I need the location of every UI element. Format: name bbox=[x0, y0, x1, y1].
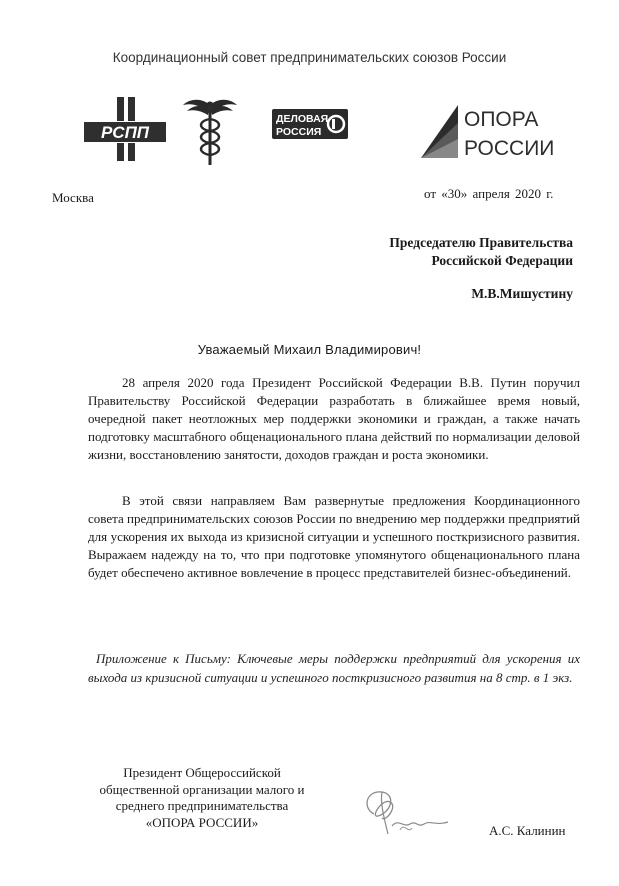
delovaya-rossiya-logo bbox=[272, 109, 348, 139]
opora-logo-line2: РОССИИ bbox=[464, 137, 555, 160]
city: Москва bbox=[52, 190, 94, 205]
opora-rossii-logo bbox=[418, 97, 578, 161]
opora-logo-line1: ОПОРА bbox=[464, 108, 539, 131]
letter-paragraph-1: 28 апреля 2020 года Президент Российской Федерации В.В. Путин поручил Правительству Российской Федерации разработать в ближайшее время новый, очередной пакет неотложных мер поддержки экономики и граждан, а также начать подготовку масштабного общенационального плана действий по нормализации деловой жизни, восстановлению занятости, доходов граждан и роста экономики. bbox=[88, 375, 580, 462]
caduceus-logo bbox=[183, 97, 237, 167]
signatory-line3: среднего предпринимательства bbox=[115, 798, 289, 813]
delovaya-logo-line2: РОССИЯ bbox=[276, 126, 322, 138]
signatory-line2: общественной организации малого и bbox=[99, 781, 305, 797]
attachment-note: Приложение к Письму: Ключевые меры поддержки предприятий для ускорения их выхода из кризисной ситуации и успешного посткризисного развития на 8 стр. в 1 экз. bbox=[88, 651, 580, 685]
addressee-name: М.В.Мишустину bbox=[471, 286, 573, 301]
rspp-logo-text: РСПП bbox=[100, 123, 150, 142]
signatory-line4: «ОПОРА РОССИИ» bbox=[145, 814, 259, 830]
greeting: Уважаемый Михаил Владимирович! bbox=[197, 342, 422, 357]
handwritten-signature bbox=[352, 778, 462, 845]
signatory-title bbox=[84, 765, 320, 831]
addressee-line2: Российской Федерации bbox=[431, 253, 573, 268]
rspp-logo bbox=[84, 97, 166, 161]
letter-paragraph-2: В этой связи направляем Вам развернутые предложения Координационного совета предпринимательских союзов России по внедрению мер поддержки предприятий для ускорения их выхода из кризисной ситуации и успешного посткризисного развития. Выражаем надежду на то, что при подготовке упомянутого общенационального плана будет обеспечено активное вовлечение в процесс представителей бизнес-объединений. bbox=[88, 493, 580, 580]
council-title: Координационный совет предпринимательских союзов России bbox=[112, 50, 507, 65]
delovaya-logo-line1: ДЕЛОВАЯ bbox=[276, 113, 329, 125]
addressee-line1: Председателю Правительства bbox=[389, 235, 573, 250]
signatory-name: А.С. Калинин bbox=[489, 823, 566, 838]
letter-date: от «30» апреля 2020 г. bbox=[424, 186, 554, 201]
signatory-line1: Президент Общероссийской bbox=[123, 765, 281, 780]
